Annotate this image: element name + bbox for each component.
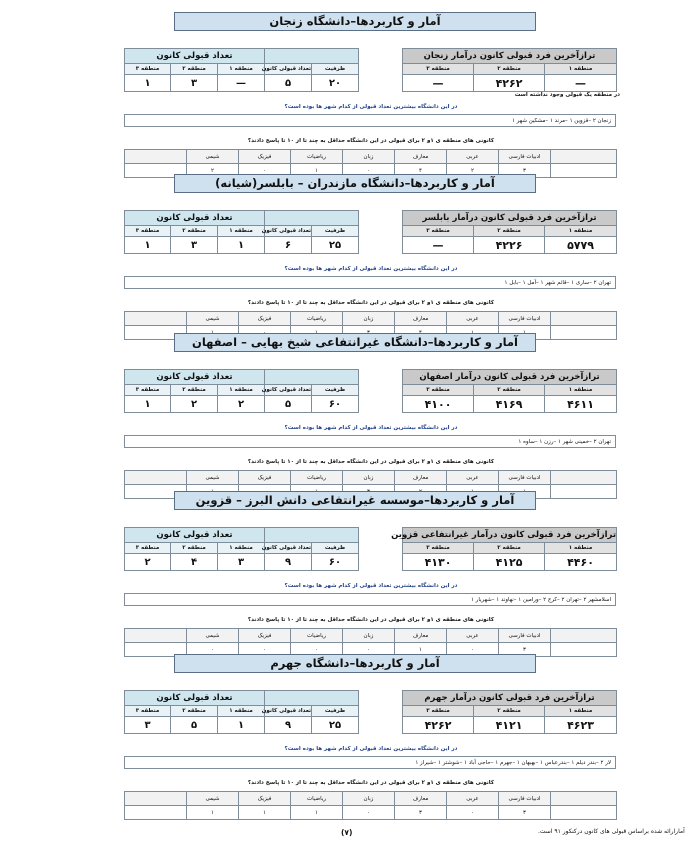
cutoff-region2: ۴۱۶۹ (474, 396, 545, 413)
cutoff-region1: ۴۴۶۰ (545, 554, 617, 571)
subject-value: ۳ (499, 806, 551, 820)
subject-arabic: عربی (447, 312, 499, 326)
subject-chemistry: شیمی (187, 792, 239, 806)
cutoff-region1: ۴۶۱۱ (545, 396, 617, 413)
capacity-table (124, 48, 359, 92)
subject-value: ۰ (187, 643, 239, 657)
cutoff-region2: ۴۲۲۶ (474, 237, 545, 254)
subject-arabic: عربی (447, 629, 499, 643)
header-region3: منطقه ۳ (125, 385, 171, 396)
subject-value: ۱ (395, 643, 447, 657)
header-region3: منطقه ۳ (125, 706, 171, 717)
region2-admits: ۵ (171, 717, 218, 734)
capacity-value: ۲۵ (312, 237, 359, 254)
cutoff-table (402, 210, 617, 254)
cutoff-title (403, 691, 617, 706)
region3-admits: ۱ (125, 75, 171, 92)
subject-persian: ادبیات فارسی (499, 471, 551, 485)
header-region1: منطقه ۱ (545, 64, 617, 75)
section-title: آمار و کاربردها–دانشگاه زنجان (174, 12, 536, 31)
region2-admits: ۳ (171, 75, 218, 92)
header-region2: منطقه ۲ (171, 64, 218, 75)
subject-language: زبان (343, 629, 395, 643)
subjects-question: کانونی های منطقه ی ۱و ۲ برای قبولی در این دانشگاه حداقل به چند تا از ۱۰ تا پاسخ دادند؟ (247, 617, 495, 623)
subject-math: ریاضیات (291, 792, 343, 806)
cutoff-prefix: ترازآخرین فرد قبولی کانون درآمار (450, 693, 595, 703)
section-title: آمار و کاربردها–دانشگاه غیرانتفاعی شیخ بهایی – اصفهان (174, 333, 536, 352)
cutoff-city: جهرم (424, 693, 448, 703)
header-region1: منطقه ۱ (218, 543, 265, 554)
cities-question: در این دانشگاه بیشترین تعداد قبولی از کدام شهر ها بوده است؟ (284, 583, 458, 589)
cutoff-region1: — (545, 75, 617, 92)
region3-admits: ۳ (125, 717, 171, 734)
cutoff-title (403, 370, 617, 385)
cities-question: در این دانشگاه بیشترین تعداد قبولی از کدام شهر ها بوده است؟ (284, 104, 458, 110)
subject-value: ۲ (187, 164, 239, 178)
header-kanoon-admits: تعداد قبولی کانون (265, 706, 312, 717)
header-region3: منطقه ۳ (403, 385, 474, 396)
university-section (0, 12, 700, 177)
subject-value (125, 806, 187, 820)
subject-religion: معارف (395, 312, 447, 326)
cutoff-table (402, 48, 617, 92)
subject-persian: ادبیات فارسی (499, 792, 551, 806)
section-note: در منطقه یک قبولی وجود نداشته است (514, 92, 620, 98)
subject-value: ۱ (239, 806, 291, 820)
page-number: (۷) (341, 828, 353, 837)
subject-persian: ادبیات فارسی (499, 312, 551, 326)
subject-physics: فیزیک (239, 471, 291, 485)
capacity-table (124, 369, 359, 413)
region2-admits: ۴ (171, 554, 218, 571)
region1-admits: ۲ (218, 396, 265, 413)
cutoff-region2: ۴۲۶۲ (474, 75, 545, 92)
capacity-table (124, 690, 359, 734)
subject-math: ریاضیات (291, 150, 343, 164)
header-region1: منطقه ۱ (545, 385, 617, 396)
cutoff-table (402, 690, 617, 734)
subject-value: ۱ (187, 806, 239, 820)
subjects-question: کانونی های منطقه ی ۱و ۲ برای قبولی در این دانشگاه حداقل به چند تا از ۱۰ تا پاسخ دادند؟ (247, 780, 495, 786)
university-section (0, 174, 700, 339)
cutoff-title (391, 528, 617, 543)
header-kanoon-admits: تعداد قبولی کانون (265, 226, 312, 237)
subject-physics: فیزیک (239, 150, 291, 164)
region2-admits: ۲ (171, 396, 218, 413)
capacity-table (124, 527, 359, 571)
subject-arabic: عربی (447, 150, 499, 164)
region1-admits: ۱ (218, 237, 265, 254)
subject-spacer (125, 471, 187, 485)
subjects-question: کانونی های منطقه ی ۱و ۲ برای قبولی در این دانشگاه حداقل به چند تا از ۱۰ تا پاسخ دادند؟ (247, 459, 495, 465)
region1-admits: ۱ (218, 717, 265, 734)
cutoff-region2: ۴۱۲۵ (474, 554, 545, 571)
subject-chemistry: شیمی (187, 150, 239, 164)
header-region2: منطقه ۲ (474, 226, 545, 237)
cutoff-city: زنجان (423, 51, 449, 61)
cutoff-city: غیرانتفاعی قزوین (391, 530, 469, 540)
cutoff-city: اصفهان (419, 372, 453, 382)
subject-value: ۳ (395, 806, 447, 820)
cutoff-region3: — (403, 75, 474, 92)
subject-spacer (551, 471, 617, 485)
cutoff-title (403, 211, 617, 226)
section-title: آمار و کاربردها–دانشگاه جهرم (174, 654, 536, 673)
subject-spacer (551, 312, 617, 326)
cutoff-title (403, 49, 617, 64)
header-region1: منطقه ۱ (218, 385, 265, 396)
region1-admits: ۳ (218, 554, 265, 571)
subject-math: ریاضیات (291, 471, 343, 485)
cities-question: در این دانشگاه بیشترین تعداد قبولی از کدام شهر ها بوده است؟ (284, 746, 458, 752)
subject-chemistry: شیمی (187, 471, 239, 485)
subject-arabic: عربی (447, 792, 499, 806)
subject-chemistry: شیمی (187, 312, 239, 326)
subject-spacer (125, 150, 187, 164)
subject-religion: معارف (395, 471, 447, 485)
cities-answer: زنجان ۲ –قزوین ۱ –مرند ۱ –مشکین شهر ۱ (124, 114, 616, 127)
subject-spacer (125, 312, 187, 326)
subject-religion: معارف (395, 792, 447, 806)
header-capacity: ظرفیت (312, 706, 359, 717)
header-region2: منطقه ۲ (171, 385, 218, 396)
region3-admits: ۱ (125, 396, 171, 413)
subject-physics: فیزیک (239, 312, 291, 326)
subject-value: ۱ (291, 806, 343, 820)
cities-answer: لار ۲ –بندر دیلم ۱ –بندرعباس ۱ –بهبهان ۱ –جهرم ۱ –حاجی آباد ۱ –شوشتر ۱ –شیراز ۱ (124, 756, 616, 769)
header-region3: منطقه ۳ (125, 64, 171, 75)
capacity-table (124, 210, 359, 254)
capacity-title: تعداد قبولی کانون (125, 49, 265, 64)
subject-math: ریاضیات (291, 629, 343, 643)
subject-religion: معارف (395, 629, 447, 643)
capacity-value: ۶۰ (312, 554, 359, 571)
cities-answer: تهران ۲ –ساری ۱ –قائم شهر ۱ –آمل ۱ –بابل ۱ (124, 276, 616, 289)
subject-value: ۳ (499, 643, 551, 657)
subject-value: ۰ (447, 806, 499, 820)
subject-value (551, 806, 617, 820)
cutoff-region3: — (403, 237, 474, 254)
cities-answer: اسلامشهر ۲ –تهران ۲ –کرج ۲ –ورامین ۱ –نهاوند ۱ –شهریار ۱ (124, 593, 616, 606)
cutoff-table (402, 369, 617, 413)
header-region1: منطقه ۱ (545, 226, 617, 237)
region3-admits: ۲ (125, 554, 171, 571)
subjects-question: کانونی های منطقه ی ۱و ۲ برای قبولی در این دانشگاه حداقل به چند تا از ۱۰ تا پاسخ دادند؟ (247, 300, 495, 306)
capacity-title: تعداد قبولی کانون (125, 528, 265, 543)
subject-religion: معارف (395, 150, 447, 164)
header-capacity: ظرفیت (312, 64, 359, 75)
subject-value: ۰ (239, 164, 291, 178)
region3-admits: ۱ (125, 237, 171, 254)
subject-chemistry: شیمی (187, 629, 239, 643)
admits-value: ۶ (265, 237, 312, 254)
cutoff-prefix: ترازآخرین فرد قبولی کانون درآمار (455, 372, 600, 382)
cutoff-region3: ۴۱۰۰ (403, 396, 474, 413)
capacity-title: تعداد قبولی کانون (125, 370, 265, 385)
subject-persian: ادبیات فارسی (499, 629, 551, 643)
university-section (0, 491, 700, 656)
cutoff-region1: ۴۶۲۳ (545, 717, 617, 734)
header-region1: منطقه ۱ (545, 543, 617, 554)
admits-value: ۹ (265, 717, 312, 734)
cutoff-region3: ۴۲۶۲ (403, 717, 474, 734)
subject-math: ریاضیات (291, 312, 343, 326)
subject-spacer (551, 629, 617, 643)
cutoff-city: بابلسر (422, 213, 450, 223)
subject-physics: فیزیک (239, 629, 291, 643)
header-region3: منطقه ۳ (125, 226, 171, 237)
cutoff-prefix: ترازآخرین فرد قبولی کانون درآمار (452, 213, 597, 223)
header-region2: منطقه ۲ (171, 543, 218, 554)
header-region1: منطقه ۱ (218, 64, 265, 75)
subject-value: ۰ (343, 806, 395, 820)
capacity-title: تعداد قبولی کانون (125, 211, 265, 226)
admits-value: ۵ (265, 396, 312, 413)
header-region2: منطقه ۲ (474, 706, 545, 717)
section-title: آمار و کاربردها–موسسه غیرانتفاعی دانش البرز – قزوین (174, 491, 536, 510)
subject-value: ۰ (343, 164, 395, 178)
cities-answer: تهران ۲ –خمینی شهر ۱ –رزن ۱ –ساوه ۱ (124, 435, 616, 448)
subject-persian: ادبیات فارسی (499, 150, 551, 164)
section-title: آمار و کاربردها–دانشگاه مازندران – بابلسر(شیانه) (174, 174, 536, 193)
header-kanoon-admits: تعداد قبولی کانون (265, 64, 312, 75)
admits-value: ۵ (265, 75, 312, 92)
capacity-title: تعداد قبولی کانون (125, 691, 265, 706)
header-region2: منطقه ۲ (474, 385, 545, 396)
subject-spacer (551, 150, 617, 164)
cutoff-prefix: ترازآخرین فرد قبولی کانون درآمار (451, 51, 596, 61)
subject-language: زبان (343, 150, 395, 164)
subject-value: ۰ (239, 643, 291, 657)
header-region1: منطقه ۱ (545, 706, 617, 717)
cities-question: در این دانشگاه بیشترین تعداد قبولی از کدام شهر ها بوده است؟ (284, 425, 458, 431)
subject-value: ۰ (447, 643, 499, 657)
region2-admits: ۳ (171, 237, 218, 254)
region1-admits: — (218, 75, 265, 92)
cutoff-region1: ۵۷۷۹ (545, 237, 617, 254)
admits-value: ۹ (265, 554, 312, 571)
cutoff-table (391, 527, 617, 571)
cities-question: در این دانشگاه بیشترین تعداد قبولی از کدام شهر ها بوده است؟ (284, 266, 458, 272)
capacity-value: ۶۰ (312, 396, 359, 413)
capacity-value: ۲۰ (312, 75, 359, 92)
subject-value: ۰ (343, 643, 395, 657)
header-kanoon-admits: تعداد قبولی کانون (265, 385, 312, 396)
header-region2: منطقه ۲ (171, 226, 218, 237)
subject-value: ۴ (395, 164, 447, 178)
header-region2: منطقه ۲ (474, 64, 545, 75)
header-region1: منطقه ۱ (218, 226, 265, 237)
capacity-value: ۲۵ (312, 717, 359, 734)
header-region2: منطقه ۲ (171, 706, 218, 717)
subject-spacer (551, 792, 617, 806)
header-region1: منطقه ۱ (218, 706, 265, 717)
subject-language: زبان (343, 471, 395, 485)
footer-note: آمارارائه شده براساس قبولی های کانون درکنکور ۹۱ است. (538, 828, 685, 835)
subject-language: زبان (343, 792, 395, 806)
header-region3: منطقه ۳ (403, 543, 474, 554)
cutoff-prefix: ترازآخرین فرد قبولی کانون درآمار (471, 530, 617, 540)
subject-physics: فیزیک (239, 792, 291, 806)
subject-spacer (125, 629, 187, 643)
subject-value: ۰ (291, 643, 343, 657)
header-capacity: ظرفیت (312, 226, 359, 237)
subjects-table (124, 791, 617, 820)
subject-language: زبان (343, 312, 395, 326)
subject-value: ۱ (291, 164, 343, 178)
university-section (0, 333, 700, 498)
header-region3: منطقه ۳ (403, 64, 474, 75)
header-capacity: ظرفیت (312, 543, 359, 554)
cutoff-region2: ۴۱۲۱ (474, 717, 545, 734)
subjects-table (124, 628, 617, 657)
header-region3: منطقه ۳ (125, 543, 171, 554)
header-capacity: ظرفیت (312, 385, 359, 396)
subject-value: ۲ (447, 164, 499, 178)
subject-spacer (125, 792, 187, 806)
subject-value: ۳ (499, 164, 551, 178)
university-section (0, 654, 700, 819)
header-region2: منطقه ۲ (474, 543, 545, 554)
subjects-question: کانونی های منطقه ی ۱و ۲ برای قبولی در این دانشگاه حداقل به چند تا از ۱۰ تا پاسخ دادند؟ (247, 138, 495, 144)
header-region3: منطقه ۳ (403, 706, 474, 717)
cutoff-region3: ۴۱۳۰ (403, 554, 474, 571)
header-region3: منطقه ۳ (403, 226, 474, 237)
subject-arabic: عربی (447, 471, 499, 485)
header-kanoon-admits: تعداد قبولی کانون (265, 543, 312, 554)
